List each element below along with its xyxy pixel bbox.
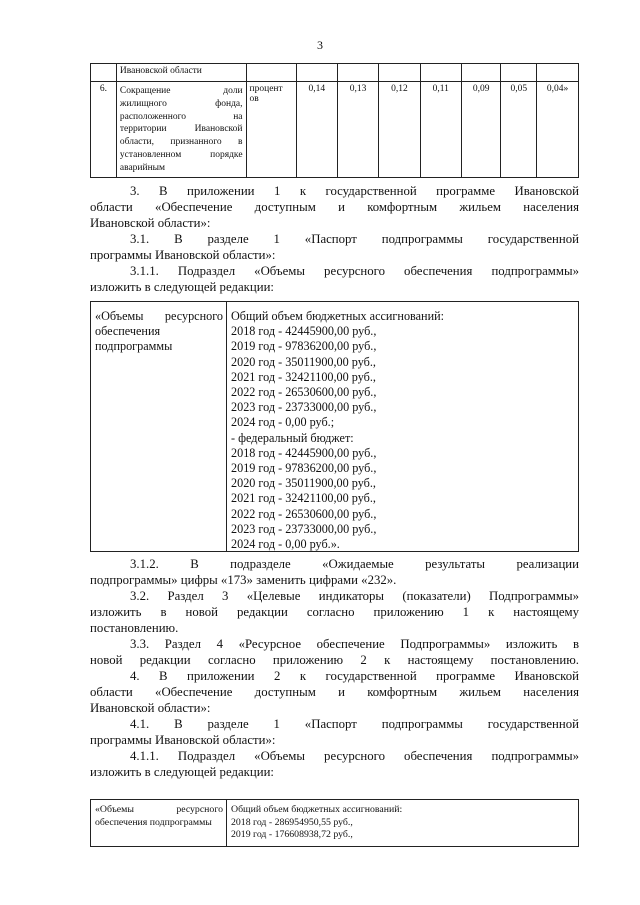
value-line: 2018 год - 42445900,00 руб., bbox=[231, 324, 377, 339]
table-cell bbox=[379, 64, 420, 82]
paragraph-line: подпрограммы» цифры «173» заменить цифрами «232». bbox=[90, 573, 397, 587]
label-line: подпрограммы bbox=[95, 339, 173, 354]
value-line: 2021 год - 32421100,00 руб., bbox=[231, 491, 376, 506]
section-3-text bbox=[90, 183, 579, 295]
description-line: аварийным bbox=[119, 162, 166, 173]
value-line: 2019 год - 97836200,00 руб., bbox=[231, 339, 377, 354]
indicator-description bbox=[116, 82, 246, 178]
paragraph-line: новой редакции согласно приложению 2 к настоящему постановлению. bbox=[90, 653, 579, 667]
value-line: 2018 год - 286954950,55 руб., bbox=[231, 816, 353, 828]
paragraph-line: 3.3. Раздел 4 «Ресурсное обеспечение Подпрограммы» изложить в bbox=[130, 637, 579, 651]
description-line: территории Ивановской bbox=[119, 124, 243, 135]
value-line: 2023 год - 23733000,00 руб., bbox=[231, 400, 377, 415]
paragraph-line: 4.1.1. Подраздел «Объемы ресурсного обеспечения подпрограммы» bbox=[130, 749, 579, 763]
paragraph-line: 3.2. Раздел 3 «Целевые индикаторы (показатели) Подпрограммы» bbox=[130, 589, 579, 603]
label-line: обеспечения подпрограммы bbox=[95, 816, 212, 828]
value-line: - федеральный бюджет: bbox=[231, 430, 354, 445]
value-line: 2020 год - 35011900,00 руб., bbox=[231, 354, 376, 369]
resource-table-1 bbox=[90, 301, 579, 552]
paragraph-line: области «Обеспечение доступным и комфортным жильем населения bbox=[90, 685, 579, 699]
value-line: Общий объем бюджетных ассигнований: bbox=[231, 804, 403, 815]
label-line: обеспечения bbox=[95, 324, 161, 339]
resource-values-cell bbox=[228, 800, 578, 846]
paragraph-line: постановлению. bbox=[90, 621, 179, 635]
paragraph-line: изложить в следующей редакции: bbox=[90, 765, 274, 779]
paragraph-line: 3. В приложении 1 к государственной программе Ивановской bbox=[130, 184, 579, 198]
description-line: Сокращение доли bbox=[119, 86, 243, 96]
description-line: установленном порядке bbox=[119, 149, 243, 160]
description-line: области, признанного в bbox=[119, 137, 243, 148]
value-cell: 0,12 bbox=[379, 82, 420, 178]
value-cell: 0,14 bbox=[296, 82, 337, 178]
value-line: 2021 год - 32421100,00 руб., bbox=[231, 369, 376, 384]
table-cell bbox=[296, 64, 337, 82]
description-line: жилищного фонда, bbox=[119, 98, 243, 109]
value-line: 2024 год - 0,00 руб.; bbox=[231, 415, 335, 430]
paragraph-line: изложить в новой редакции согласно приложению 1 к настоящему bbox=[90, 605, 579, 619]
paragraph-line: программы Ивановской области»: bbox=[90, 733, 276, 747]
description-line: расположенного на bbox=[119, 111, 243, 122]
label-line: «Объемы ресурсного bbox=[95, 804, 223, 815]
table-cell bbox=[337, 64, 378, 82]
table-cell bbox=[461, 64, 501, 82]
paragraph-line: 3.1.2. В подразделе «Ожидаемые результаты реализации bbox=[130, 557, 579, 571]
value-line: 2023 год - 23733000,00 руб., bbox=[231, 521, 377, 536]
section-3b-text bbox=[90, 556, 579, 780]
paragraph-line: 4.1. В разделе 1 «Паспорт подпрограммы государственной bbox=[130, 717, 579, 731]
value-line: Общий объем бюджетных ассигнований: bbox=[231, 309, 444, 323]
value-line: 2019 год - 97836200,00 руб., bbox=[231, 461, 377, 476]
value-cell: 0,13 bbox=[337, 82, 378, 178]
table-cell bbox=[420, 64, 461, 82]
resource-table-2 bbox=[90, 799, 579, 847]
paragraph-line: 4. В приложении 2 к государственной программе Ивановской bbox=[130, 669, 579, 683]
table-row bbox=[91, 64, 579, 82]
value-line: 2020 год - 35011900,00 руб., bbox=[231, 476, 376, 491]
resource-label-cell bbox=[91, 302, 227, 551]
unit-line: ов bbox=[249, 94, 259, 104]
row-number: 6. bbox=[91, 82, 117, 178]
value-line: 2022 год - 26530600,00 руб., bbox=[231, 506, 377, 521]
table-cell: Ивановской области bbox=[116, 64, 246, 82]
table-cell bbox=[246, 64, 296, 82]
table-cell bbox=[537, 64, 579, 82]
table-cell bbox=[501, 64, 537, 82]
resource-label-cell bbox=[91, 800, 227, 846]
value-line: 2019 год - 176608938,72 руб., bbox=[231, 829, 353, 840]
table-cell bbox=[91, 64, 117, 82]
value-cell: 0,05 bbox=[501, 82, 537, 178]
indicator-table bbox=[90, 63, 579, 178]
paragraph-line: программы Ивановской области»: bbox=[90, 248, 276, 262]
paragraph-line: области «Обеспечение доступным и комфортным жильем населения bbox=[90, 200, 579, 214]
value-cell: 0,11 bbox=[420, 82, 461, 178]
value-cell: 0,09 bbox=[461, 82, 501, 178]
unit-cell bbox=[246, 82, 296, 178]
resource-values-cell bbox=[228, 302, 578, 551]
table-row bbox=[91, 82, 579, 178]
value-line: 2024 год - 0,00 руб.». bbox=[231, 537, 340, 552]
label-line: «Объемы ресурсного bbox=[95, 309, 223, 323]
paragraph-line: 3.1.1. Подраздел «Объемы ресурсного обеспечения подпрограммы» bbox=[130, 264, 579, 278]
paragraph-line: изложить в следующей редакции: bbox=[90, 280, 274, 294]
page-number: 3 bbox=[317, 38, 323, 52]
paragraph-line: Ивановской области»: bbox=[90, 216, 211, 230]
value-cell: 0,04» bbox=[537, 82, 579, 178]
value-line: 2018 год - 42445900,00 руб., bbox=[231, 445, 377, 460]
unit-line: процент bbox=[249, 84, 283, 94]
value-line: 2022 год - 26530600,00 руб., bbox=[231, 385, 377, 400]
paragraph-line: Ивановской области»: bbox=[90, 701, 211, 715]
paragraph-line: 3.1. В разделе 1 «Паспорт подпрограммы государственной bbox=[130, 232, 579, 246]
